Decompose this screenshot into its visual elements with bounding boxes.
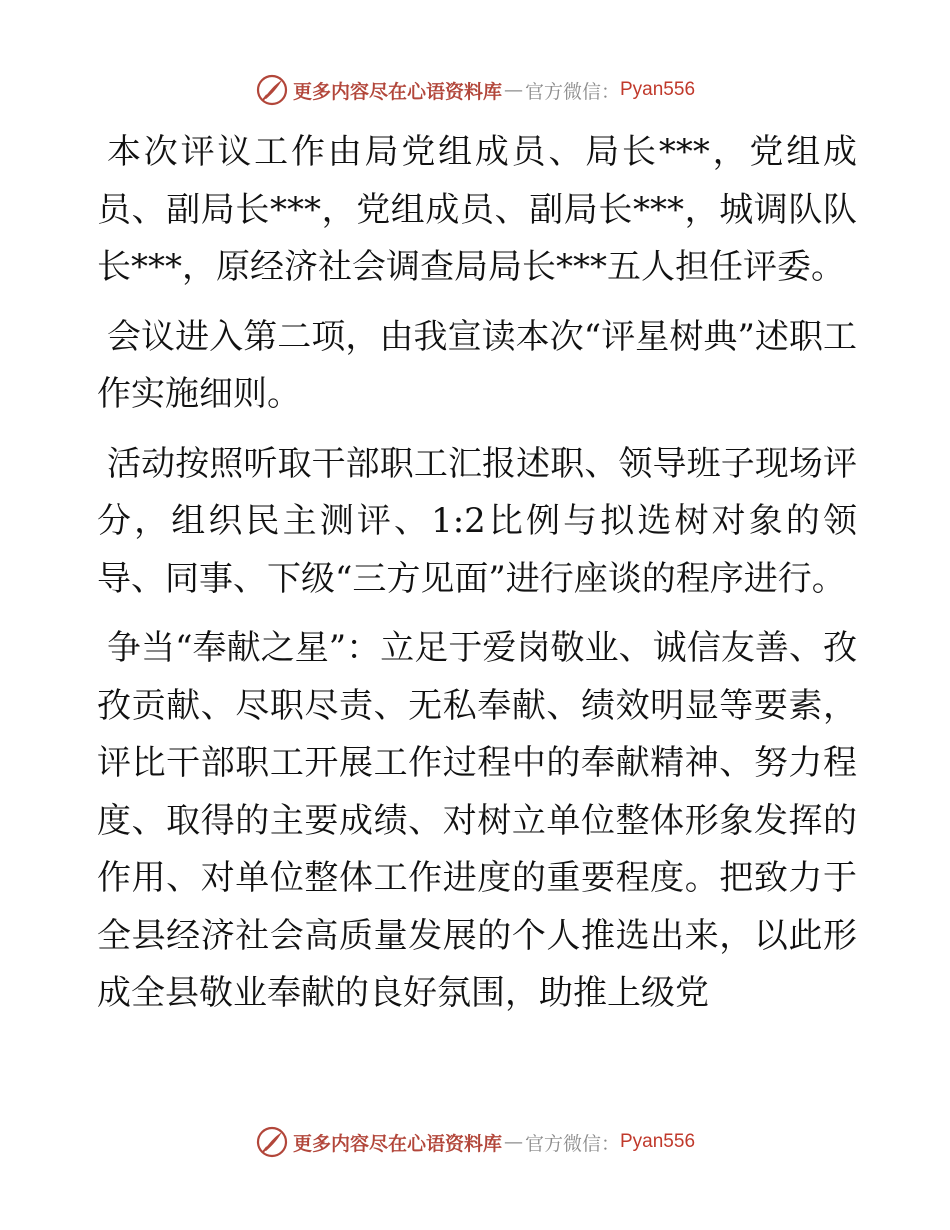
quill-logo-icon bbox=[255, 73, 289, 107]
document-body bbox=[97, 124, 857, 1035]
paragraph-judges: 本次评议工作由局党组成员、局长***，党组成员、副局长***，党组成员、副局长***，城调队队长***，原经济社会调查局局长***五人担任评委。 bbox=[97, 132, 857, 287]
watermark-brand-text: 更多内容尽在心语资料库 bbox=[292, 80, 502, 103]
watermark-wechat-label: 官方微信： bbox=[524, 1132, 620, 1155]
paragraph-dedication-star: 争当“奉献之星”：立足于爱岗敬业、诚信友善、孜孜贡献、尽职尽责、无私奉献、绩效明显等要素，评比干部职工开展工作过程中的奉献精神、努力程度、取得的主要成绩、对树立单位整体形象发挥的作用、对单位整体工作进度的重要程度。把致力于全县经济社会高质量发展的个人推选出来，以此形成全县敬业奉献的良好氛围，助推上级党 bbox=[97, 628, 857, 1013]
watermark-separator: — bbox=[503, 79, 523, 101]
watermark-separator: — bbox=[503, 1131, 523, 1153]
paragraph-procedure: 活动按照听取干部职工汇报述职、领导班子现场评分，组织民主测评、1:2比例与拟选树对象的领导、同事、下级“三方见面”进行座谈的程序进行。 bbox=[97, 443, 857, 599]
watermark-wechat-label: 官方微信： bbox=[524, 80, 620, 103]
watermark-wechat-id: Pyan556 bbox=[620, 79, 696, 100]
paragraph-agenda: 会议进入第二项，由我宣读本次“评星树典”述职工作实施细则。 bbox=[97, 316, 857, 414]
footer-watermark bbox=[0, 1122, 950, 1162]
watermark-brand-text: 更多内容尽在心语资料库 bbox=[292, 1132, 502, 1155]
header-watermark bbox=[0, 70, 950, 110]
watermark-wechat-id: Pyan556 bbox=[620, 1131, 696, 1152]
quill-logo-icon bbox=[255, 1125, 289, 1159]
